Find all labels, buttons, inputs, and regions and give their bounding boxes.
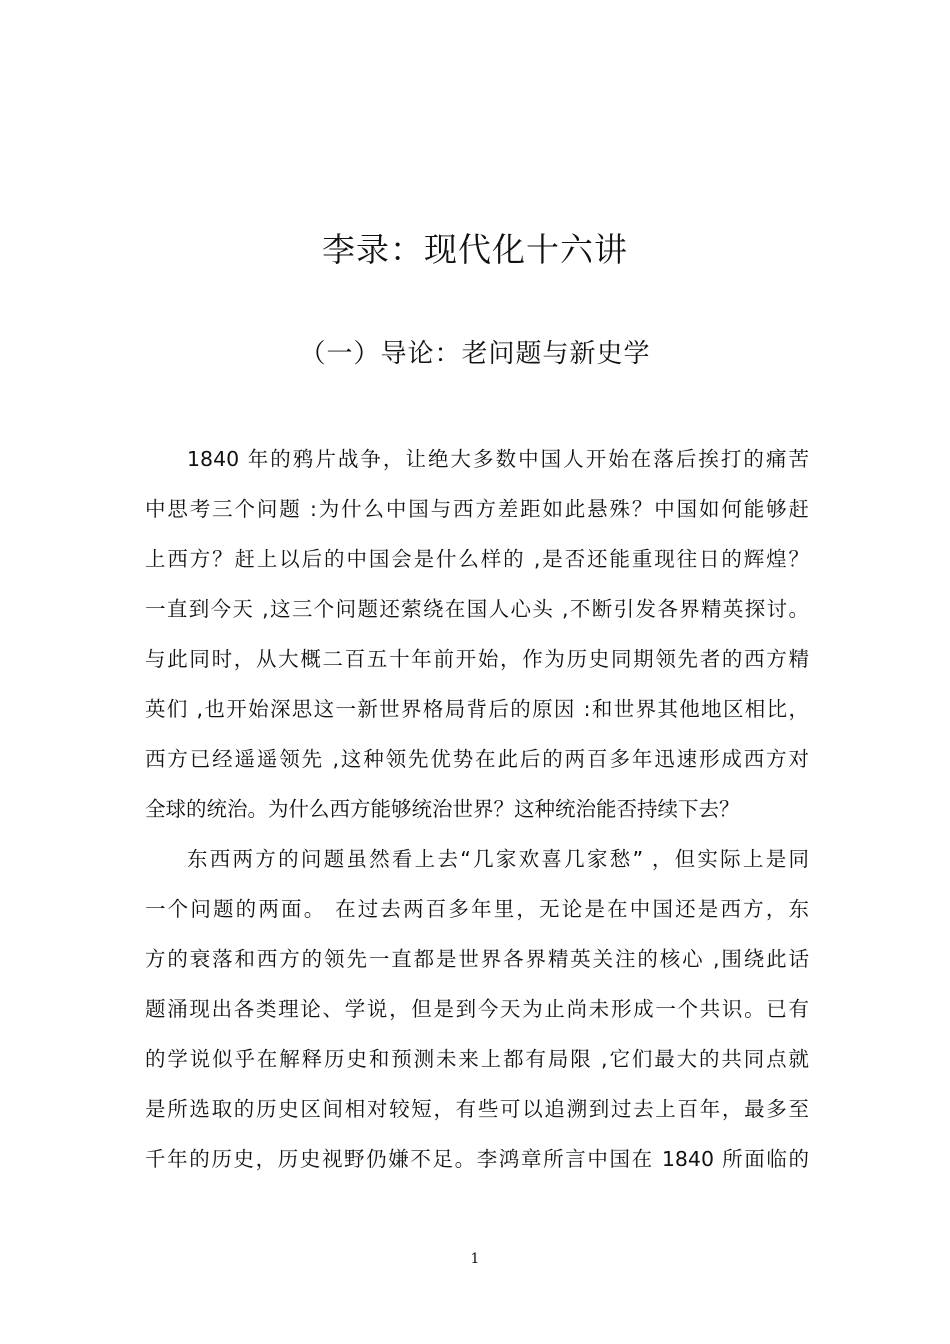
paragraph-line: 上西方？赶上以后的中国会是什么样的 ,是否还能重现往日的辉煌？	[145, 547, 809, 571]
paragraph-line: 一个问题的两面。 在过去两百多年里，无论是在中国还是西方，东	[145, 897, 809, 921]
body-text	[145, 434, 809, 1184]
paragraph-line: 题涌现出各类理论、学说，但是到今天为止尚未形成一个共识。已有	[145, 997, 809, 1021]
paragraph-line: 全球的统治。为什么西方能够统治世界？这种统治能否持续下去？	[145, 797, 740, 821]
paragraph-line: 千年的历史，历史视野仍嫌不足。李鸿章所言中国在 1840 所面临的	[145, 1147, 809, 1171]
document-title: 李录：现代化十六讲	[322, 230, 628, 269]
paragraph-line: 方的衰落和西方的领先一直都是世界各界精英关注的核心 ,围绕此话	[145, 947, 809, 971]
paragraph-line: 西方已经遥遥领先 ,这种领先优势在此后的两百多年迅速形成西方对	[145, 747, 809, 771]
paragraph-line: 的学说似乎在解释历史和预测未来上都有局限 ,它们最大的共同点就	[145, 1047, 809, 1071]
paragraph-line: 1840 年的鸦片战争，让绝大多数中国人开始在落后挨打的痛苦	[187, 447, 809, 471]
paragraph-line: 一直到今天 ,这三个问题还萦绕在国人心头 ,不断引发各界精英探讨。	[145, 597, 809, 621]
paragraph-line: 是所选取的历史区间相对较短，有些可以追溯到过去上百年，最多至	[145, 1097, 809, 1121]
paragraph-line: 东西两方的问题虽然看上去“几家欢喜几家愁” ，但实际上是同	[187, 847, 809, 871]
paragraph-line: 中思考三个问题 :为什么中国与西方差距如此悬殊？中国如何能够赶	[145, 497, 809, 521]
paragraph-line: 英们 ,也开始深思这一新世界格局背后的原因 :和世界其他地区相比，	[145, 697, 809, 721]
section-heading: （一）导论：老问题与新史学	[299, 339, 651, 369]
page-number: 1	[470, 1251, 480, 1267]
paragraph-line: 与此同时，从大概二百五十年前开始，作为历史同期领先者的西方精	[145, 647, 809, 671]
